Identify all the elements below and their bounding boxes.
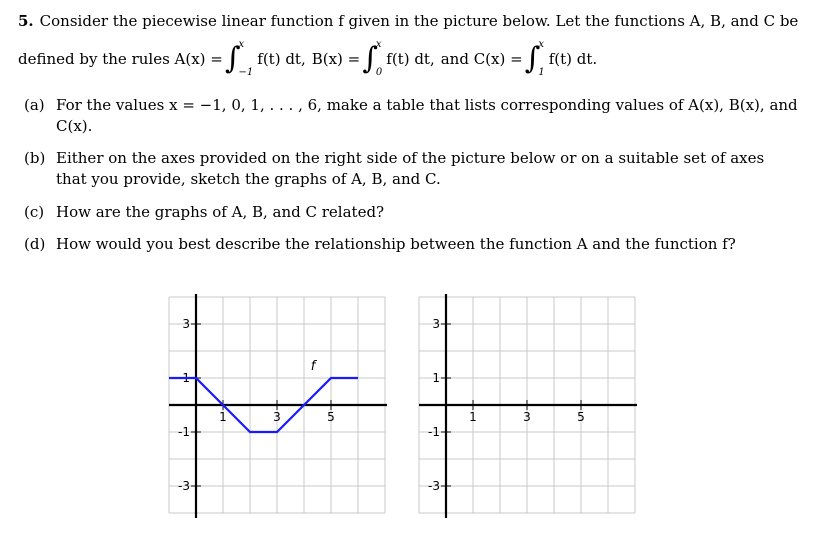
integral-A-upper: x	[238, 39, 245, 50]
integral-C	[525, 40, 597, 78]
part-text: How are the graphs of A, B, and C related?	[56, 203, 385, 221]
y-tick-label: -1	[178, 425, 190, 439]
x-tick-label: 5	[577, 410, 585, 424]
part-label: (c)	[24, 203, 45, 221]
integral-A-body: f(t) dt,	[257, 50, 306, 68]
y-tick-label: -3	[178, 479, 190, 493]
y-tick-label: 3	[432, 317, 440, 331]
x-tick-label: 3	[273, 410, 281, 424]
x-tick-label: 5	[327, 410, 335, 424]
part-text: How would you best describe the relationship between the function A and the function f?	[56, 235, 736, 253]
defined-by-text: defined by the rules A(x) =	[18, 50, 223, 68]
integral-C-upper: x	[538, 39, 544, 50]
curve-label-f: f	[310, 358, 316, 374]
y-tick-label: 1	[432, 371, 440, 385]
integral-B	[362, 40, 434, 78]
part-a	[24, 95, 799, 137]
x-tick-label: 3	[523, 410, 531, 424]
label-C: and C(x) =	[440, 50, 523, 68]
integral-A-lower: −1	[238, 67, 254, 78]
part-label: (b)	[24, 149, 46, 167]
problem-definitions-line	[18, 40, 599, 78]
y-tick-label: 1	[182, 371, 190, 385]
integral-C-body: f(t) dt.	[548, 50, 598, 68]
problem-statement	[18, 10, 813, 78]
integral-A	[225, 40, 306, 78]
part-label: (a)	[24, 96, 45, 114]
part-text: For the values x = −1, 0, 1, . . . , 6, make a table that lists corresponding values of A(x), B(x), and C(x).	[56, 96, 798, 135]
label-B: B(x) =	[311, 50, 361, 68]
integral-B-body: f(t) dt,	[386, 50, 435, 68]
part-b	[24, 148, 799, 190]
integral-sign-icon: ∫	[524, 41, 541, 76]
graph-blank-axes	[415, 294, 637, 518]
problem-intro-line	[18, 10, 813, 32]
integral-B-lower: 0	[375, 67, 383, 78]
part-d	[24, 234, 799, 255]
part-c	[24, 202, 799, 223]
y-tick-label: -3	[428, 479, 440, 493]
integral-sign-icon: ∫	[362, 41, 378, 76]
x-tick-label: 1	[469, 410, 477, 424]
integral-B-upper: x	[375, 39, 382, 50]
part-text: Either on the axes provided on the right side of the picture below or on a suitable set of axes that you provide, sketch the graphs of A, B, and C.	[56, 149, 765, 188]
x-tick-label: 1	[219, 410, 227, 424]
integral-sign-icon: ∫	[224, 41, 241, 76]
graph-f-chart	[165, 294, 387, 518]
part-label: (d)	[24, 235, 46, 253]
y-tick-label: -1	[428, 425, 440, 439]
problem-number: 5.	[18, 12, 34, 30]
integral-C-lower: 1	[538, 67, 545, 78]
problem-intro: Consider the piecewise linear function f given in the picture below. Let the functions A, B, and C be	[39, 12, 799, 30]
y-tick-label: 3	[182, 317, 190, 331]
